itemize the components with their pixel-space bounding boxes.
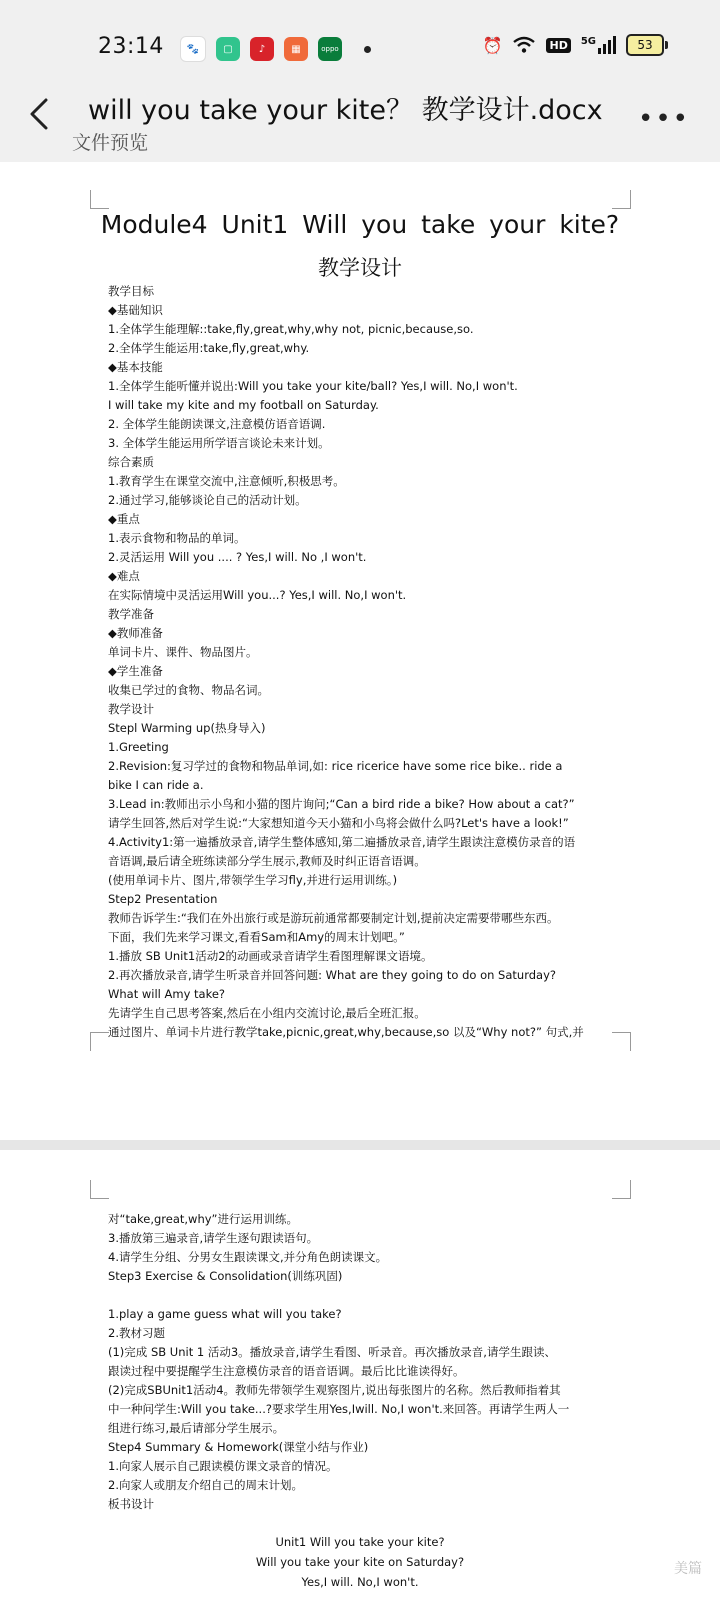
clock: 23:14 bbox=[98, 34, 164, 59]
text-line: 3.Lead in:教师出示小鸟和小猫的图片询问;“Can a bird ride a bike? How about a cat?” bbox=[108, 797, 575, 811]
document-body bbox=[108, 282, 612, 1042]
notification-icons bbox=[180, 36, 371, 62]
document-body bbox=[108, 1210, 612, 1514]
text-line: 1.play a game guess what will you take? bbox=[108, 1307, 342, 1321]
text-line: 3. 全体学生能运用所学语言谈论未来计划。 bbox=[108, 436, 330, 450]
text-line: 教学设计 bbox=[108, 702, 154, 716]
text-line: 教学准备 bbox=[108, 607, 154, 621]
margin-mark bbox=[612, 190, 631, 209]
alarm-icon: ⏰ bbox=[482, 35, 503, 55]
text-line: Step4 Summary & Homework(课堂小结与作业) bbox=[108, 1440, 369, 1454]
signal-icon: 5G bbox=[581, 36, 616, 54]
text-line: I will take my kite and my football on Saturday. bbox=[108, 398, 379, 412]
text-line: 在实际情境中灵活运用Will you...? Yes,I will. No,I won't. bbox=[108, 588, 407, 602]
text-line: 2. 全体学生能朗读课文,注意模仿语音语调. bbox=[108, 417, 326, 431]
text-line: 1.教育学生在课堂交流中,注意倾听,积极思考。 bbox=[108, 474, 345, 488]
more-notifications-icon bbox=[364, 46, 371, 53]
text-line: 1.全体学生能听懂并说出:Will you take your kite/ball? Yes,I will. No,I won't. bbox=[108, 379, 518, 393]
text-line: 2.灵活运用 Will you .... ? Yes,I will. No ,I won't. bbox=[108, 550, 367, 564]
text-line: 教学目标 bbox=[108, 284, 154, 298]
game-app-icon: ▦ bbox=[284, 37, 308, 61]
text-line: Yes,I will. No,I won't. bbox=[301, 1575, 419, 1589]
text-line: 请学生回答,然后对学生说:“大家想知道今天小猫和小鸟将会做什么吗?Let's have a look!” bbox=[108, 816, 569, 830]
text-line: 1.播放 SB Unit1活动2的动画或录音请学生看图理解课文语境。 bbox=[108, 949, 433, 963]
text-line: ◆重点 bbox=[108, 512, 140, 526]
text-line: ◆教师准备 bbox=[108, 626, 163, 640]
document-heading: Module4 Unit1 Will you take your kite? bbox=[100, 210, 620, 239]
battery-icon: 53 bbox=[626, 34, 668, 56]
hd-icon: HD bbox=[546, 38, 570, 53]
margin-mark bbox=[612, 1032, 631, 1051]
text-line: 2.Revision:复习学过的食物和物品单词,如: rice ricerice have some rice bike.. ride a bbox=[108, 759, 563, 773]
text-line: 1.表示食物和物品的单词。 bbox=[108, 531, 246, 545]
blackboard-design bbox=[108, 1532, 612, 1592]
back-arrow-icon[interactable] bbox=[22, 94, 62, 134]
text-line: 1.向家人展示自己跟读模仿课文录音的情况。 bbox=[108, 1459, 338, 1473]
text-line: 2.向家人或朋友介绍自己的周末计划。 bbox=[108, 1478, 303, 1492]
text-line: Step3 Exercise & Consolidation(训练巩固) bbox=[108, 1269, 343, 1283]
text-line: 中一种问学生:Will you take...?要求学生用Yes,Iwill. No,I won't.来回答。再请学生两人一 bbox=[108, 1402, 570, 1416]
text-line: ◆难点 bbox=[108, 569, 140, 583]
text-line: 单词卡片、课件、物品图片。 bbox=[108, 645, 258, 659]
text-line: 跟读过程中要提醒学生注意模仿录音的语音语调。最后比比谁读得好。 bbox=[108, 1364, 465, 1378]
text-line: 下面，我们先来学习课文,看看Sam和Amy的周末计划吧。” bbox=[108, 930, 405, 944]
text-line: 音语调,最后请全班练读部分学生展示,教师及时纠正语音语调。 bbox=[108, 854, 426, 868]
text-line: bike I can ride a. bbox=[108, 778, 204, 792]
text-line: 4.Activity1:第一遍播放录音,请学生整体感知,第二遍播放录音,请学生跟读注意模仿录音的语 bbox=[108, 835, 576, 849]
text-line: 4.请学生分组、分男女生跟读课文,并分角色朗读课文。 bbox=[108, 1250, 388, 1264]
margin-mark bbox=[90, 190, 109, 209]
text-line: 2.教材习题 bbox=[108, 1326, 165, 1340]
text-line: Will you take your kite on Saturday? bbox=[255, 1555, 465, 1569]
file-preview-label: 文件预览 bbox=[72, 132, 149, 154]
baidu-icon: 🐾 bbox=[180, 36, 206, 62]
text-line: (1)完成 SB Unit 1 活动3。播放录音,请学生看图、听录音。再次播放录音,请学生跟读、 bbox=[108, 1345, 556, 1359]
oppo-app-icon: oppo bbox=[318, 37, 342, 61]
text-line: 1.Greeting bbox=[108, 740, 169, 754]
text-line: Unit1 Will you take your kite? bbox=[275, 1535, 445, 1549]
status-indicators bbox=[483, 34, 668, 56]
document-subheading: 教学设计 bbox=[318, 256, 402, 280]
text-line: 综合素质 bbox=[108, 455, 154, 469]
text-line: ◆基本技能 bbox=[108, 360, 163, 374]
text-line: 1.全体学生能理解::take,fly,great,why,why not, picnic,because,so. bbox=[108, 322, 474, 336]
status-bar bbox=[0, 0, 720, 90]
text-line: 通过图片、单词卡片进行教学take,picnic,great,why,because,so 以及“Why not?” 句式,并 bbox=[108, 1025, 584, 1039]
margin-mark bbox=[90, 1180, 109, 1199]
text-line: 收集已学过的食物、物品名词。 bbox=[108, 683, 269, 697]
text-line: Stepl Warming up(热身导入) bbox=[108, 721, 266, 735]
text-line: 2.再次播放录音,请学生听录音并回答问题: What are they going to do on Saturday? bbox=[108, 968, 556, 982]
document-title: will you take your kite？ 教学设计.docx bbox=[88, 95, 603, 126]
watermark: 美篇 bbox=[674, 1561, 702, 1577]
text-line: 2.通过学习,能够谈论自己的活动计划。 bbox=[108, 493, 307, 507]
text-line: 组进行练习,最后请部分学生展示。 bbox=[108, 1421, 285, 1435]
wifi-icon bbox=[512, 36, 536, 54]
margin-mark bbox=[90, 1032, 109, 1051]
text-line: 2.全体学生能运用:take,fly,great,why. bbox=[108, 341, 310, 355]
document-page-2 bbox=[0, 1150, 720, 1600]
app-green-icon: ▢ bbox=[216, 37, 240, 61]
app-header bbox=[0, 90, 720, 162]
text-line: 板书设计 bbox=[108, 1497, 154, 1511]
document-page-1 bbox=[0, 162, 720, 1140]
music-app-icon: ♪ bbox=[250, 37, 274, 61]
text-line: (使用单词卡片、图片,带领学生学习fly,并进行运用训练。) bbox=[108, 873, 398, 887]
text-line: 3.播放第三遍录音,请学生逐句跟读语句。 bbox=[108, 1231, 319, 1245]
text-line: ◆学生准备 bbox=[108, 664, 163, 678]
text-line: 先请学生自己思考答案,然后在小组内交流讨论,最后全班汇报。 bbox=[108, 1006, 426, 1020]
more-options-icon[interactable]: ••• bbox=[637, 104, 690, 134]
text-line: Step2 Presentation bbox=[108, 892, 218, 906]
text-line: 教师告诉学生:“我们在外出旅行或是游玩前通常都要制定计划,提前决定需要带哪些东西。 bbox=[108, 911, 559, 925]
margin-mark bbox=[612, 1180, 631, 1199]
text-line: (2)完成SBUnit1活动4。教师先带领学生观察图片,说出每张图片的名称。然后教师指着其 bbox=[108, 1383, 561, 1397]
text-line: ◆基础知识 bbox=[108, 303, 163, 317]
text-line bbox=[108, 1286, 612, 1305]
text-line: What will Amy take? bbox=[108, 987, 226, 1001]
text-line: 对“take,great,why”进行运用训练。 bbox=[108, 1212, 299, 1226]
